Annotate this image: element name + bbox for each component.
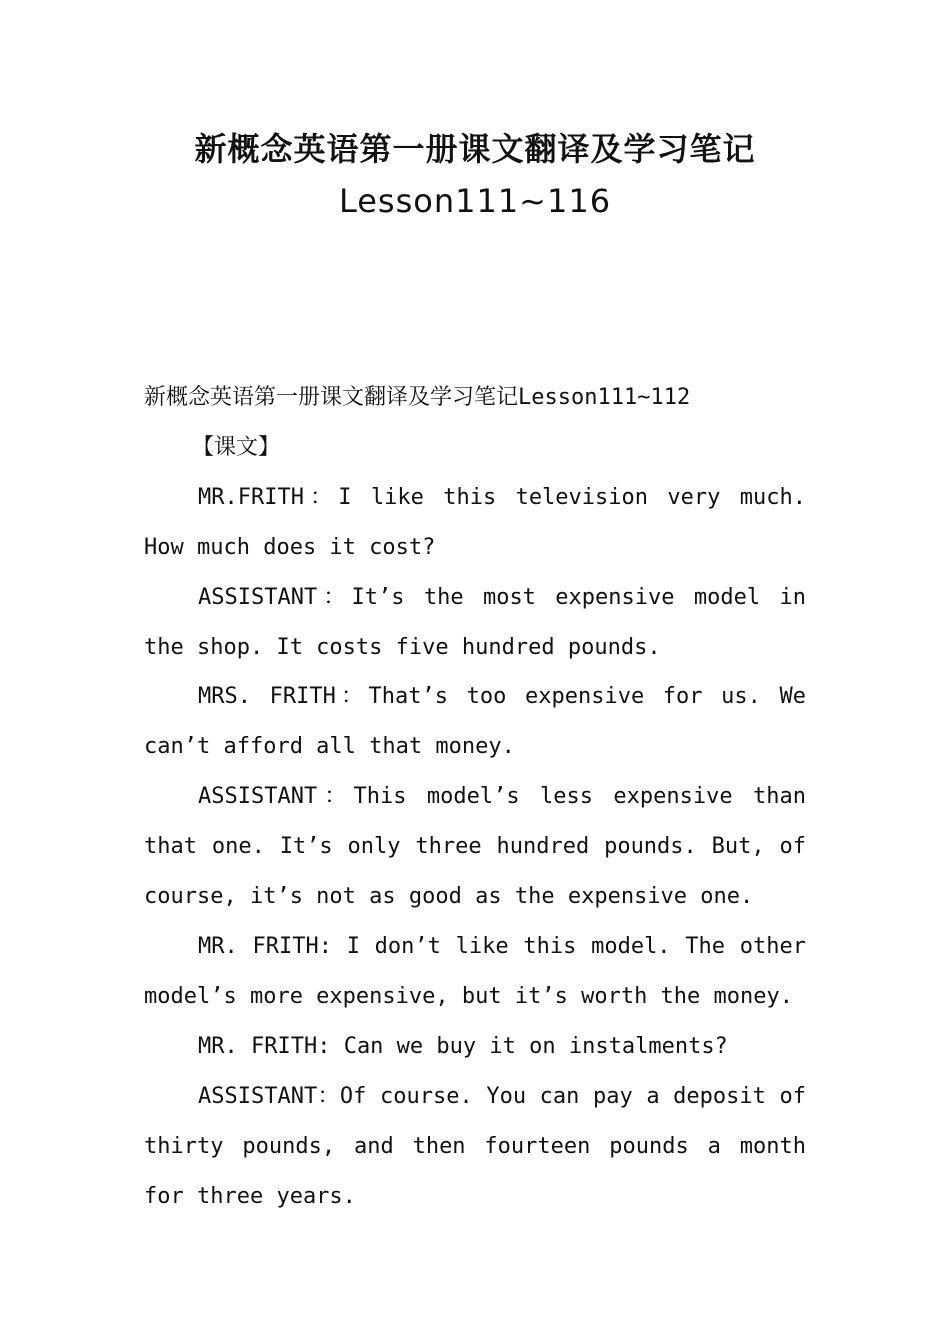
dialogue-paragraph: MRS. FRITH：That’s too expensive for us. We can’t afford all that money. — [144, 684, 806, 760]
document-title: 新概念英语第一册课文翻译及学习笔记 — [194, 130, 756, 168]
dialogue-paragraph: ASSISTANT：Of course. You can pay a deposit of thirty pounds, and then fourteen pounds a month for three years. — [144, 1083, 806, 1209]
dialogue-paragraph: ASSISTANT：This model’s less expensive than that one. It’s only three hundred pounds. But, of course, it’s not as good as the expensive one. — [144, 784, 806, 910]
document-title-lesson-range: Lesson111~116 — [338, 182, 612, 220]
dialogue-paragraph: MR.FRITH：I like this television very much. How much does it cost? — [144, 484, 806, 560]
dialogue-paragraph: MR. FRITH: I don’t like this model. The other model’s more expensive, but it’s worth the money. — [144, 933, 806, 1009]
document-body — [144, 373, 806, 1221]
lesson-subtitle: 新概念英语第一册课文翻译及学习笔记Lesson111~112 — [144, 385, 691, 410]
section-heading-text: 【课文】 — [192, 434, 281, 460]
dialogue-paragraph: ASSISTANT：It’s the most expensive model in the shop. It costs five hundred pounds. — [144, 584, 806, 660]
dialogue-paragraph: MR. FRITH: Can we buy it on instalments? — [198, 1033, 728, 1059]
